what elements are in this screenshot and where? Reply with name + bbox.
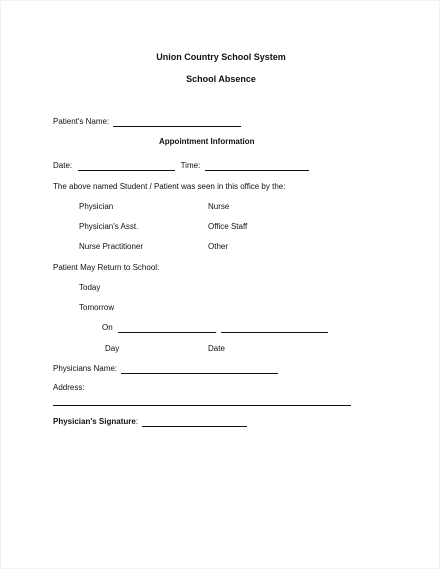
signature-colon: : (135, 417, 139, 426)
address-label: Address: (53, 383, 85, 392)
return-date-field[interactable] (221, 324, 328, 333)
provider-nurse-practitioner[interactable]: Nurse Practitioner (79, 242, 144, 251)
form-title: Union Country School System (156, 52, 286, 62)
return-label: Patient May Return to School: (53, 263, 160, 272)
return-on-row (102, 323, 328, 333)
date-time-row (53, 161, 309, 171)
time-field[interactable] (205, 162, 309, 171)
day-caption: Day (105, 344, 120, 353)
date-field[interactable] (78, 162, 175, 171)
return-today[interactable]: Today (79, 283, 101, 292)
time-label: Time: (180, 161, 201, 170)
physicians-name-label: Physicians Name: (53, 364, 118, 373)
provider-physicians-asst[interactable]: Physician's Asst. (79, 222, 139, 231)
patient-name-field[interactable] (113, 118, 241, 127)
physicians-name-field[interactable] (121, 365, 278, 374)
return-day-field[interactable] (118, 324, 216, 333)
date-label: Date: (53, 161, 73, 170)
address-row (53, 396, 351, 406)
seen-statement: The above named Student / Patient was seen in this office by the: (53, 182, 286, 191)
signature-field[interactable] (142, 418, 247, 427)
form-subtitle: School Absence (186, 74, 256, 84)
date-caption: Date (208, 344, 225, 353)
provider-office-staff[interactable]: Office Staff (208, 222, 248, 231)
patient-name-row (53, 117, 241, 127)
signature-row (53, 417, 247, 427)
patient-name-label: Patient's Name: (53, 117, 110, 126)
address-field[interactable] (53, 397, 351, 406)
physicians-name-row (53, 364, 278, 374)
provider-other[interactable]: Other (208, 242, 229, 251)
signature-label: Physician's Signature (53, 417, 136, 426)
provider-nurse[interactable]: Nurse (208, 202, 230, 211)
provider-physician[interactable]: Physician (79, 202, 114, 211)
return-on[interactable]: On (102, 323, 113, 332)
appointment-heading: Appointment Information (159, 137, 255, 146)
return-tomorrow[interactable]: Tomorrow (79, 303, 115, 312)
